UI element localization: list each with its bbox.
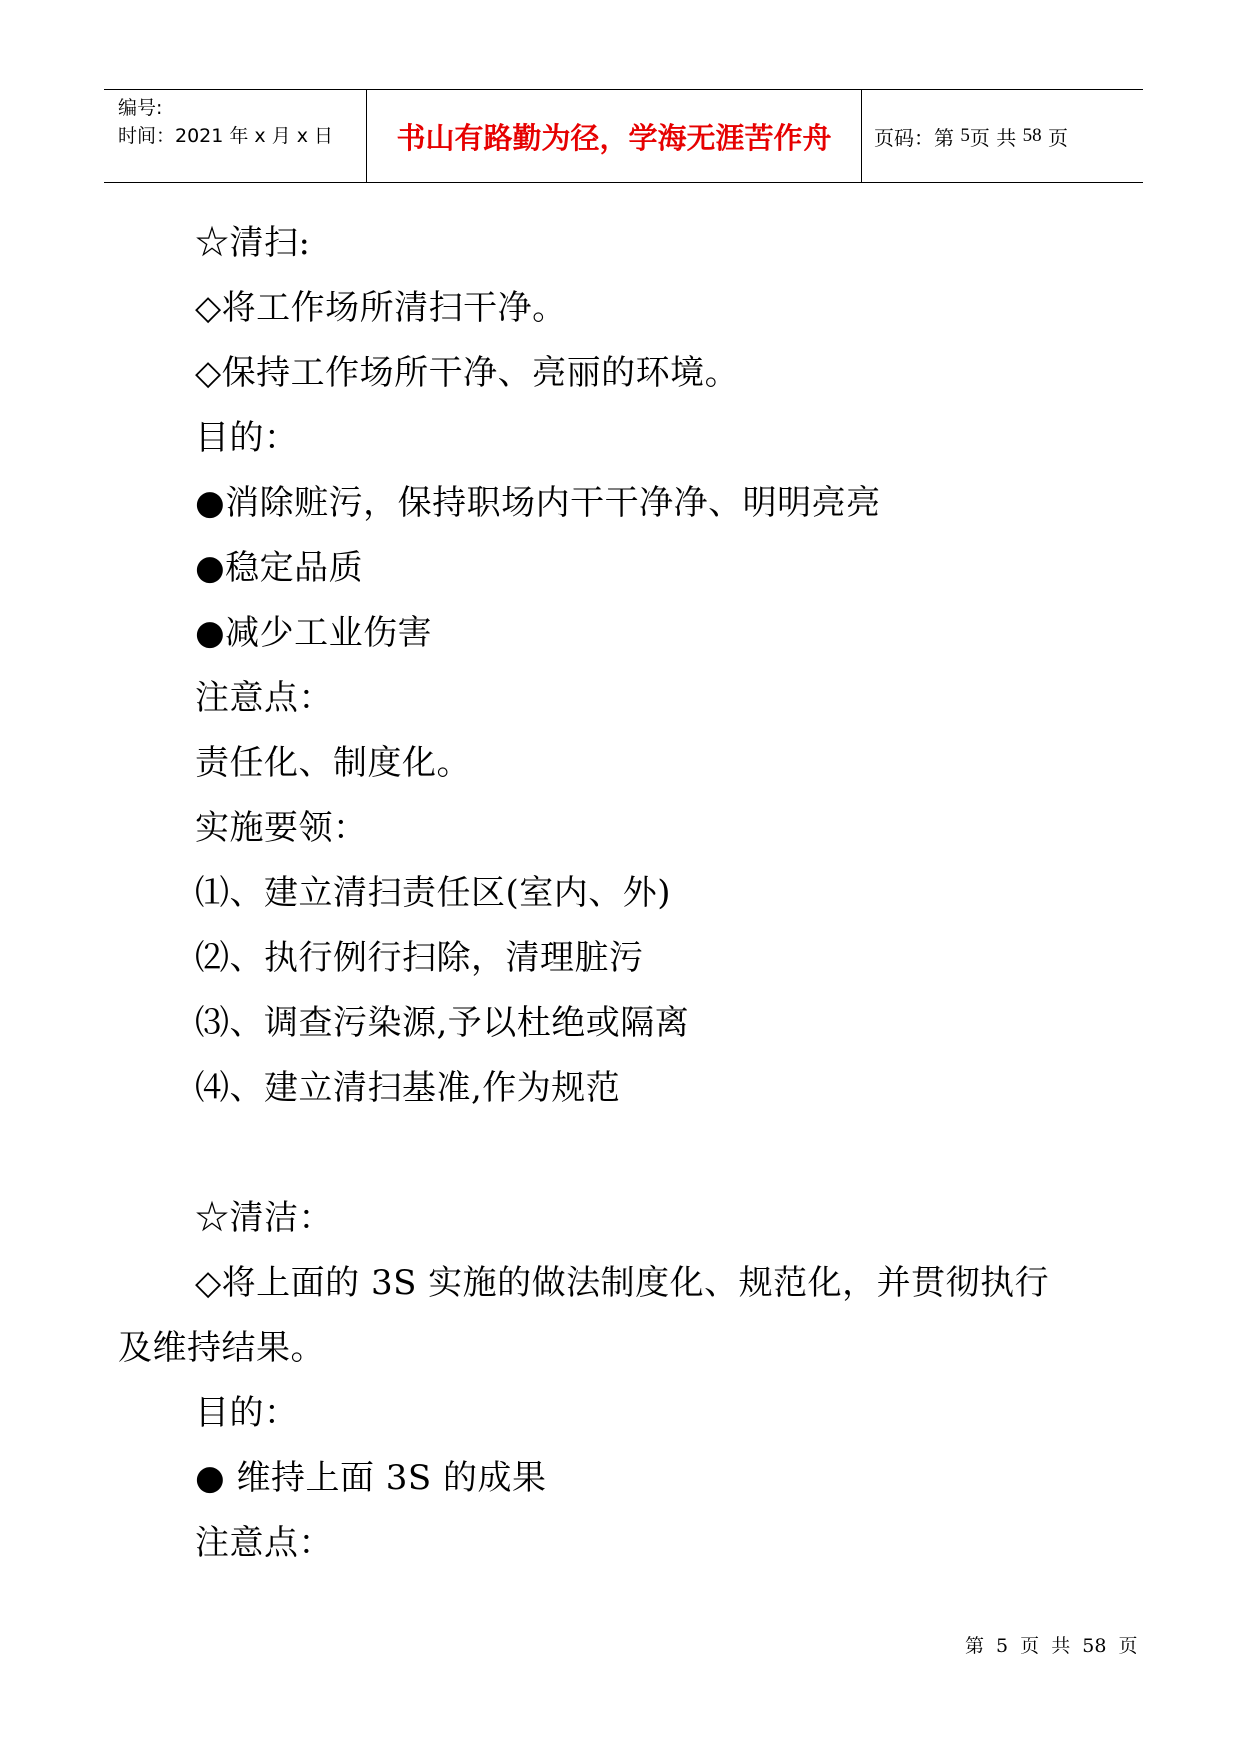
document-header [104,89,1143,183]
numbered-item: ⑵、执行例行扫除，清理脏污 [195,938,644,978]
bullet-item: ●稳定品质 [195,548,364,588]
bullet-item: ●消除赃污，保持职场内干干净净、明明亮亮 [195,483,881,523]
document-time-label: 时间：2021 年 x 月 x 日 [118,125,334,147]
bullet-item: ●减少工业伤害 [195,613,433,653]
page-middle: 页 共 [969,125,1017,150]
page-suffix: 页 [1047,125,1068,150]
header-motto-cell [367,90,862,182]
page-current: 5 [960,125,970,146]
numbered-item: ⑶、调查污染源,予以杜绝或隔离 [195,1003,690,1043]
numbered-item: ⑴、建立清扫责任区(室内、外) [195,873,672,913]
numbered-item: ⑷、建立清扫基准,作为规范 [195,1068,621,1108]
subheading-purpose: 目的： [195,418,299,458]
section-heading-cleaning: ☆清扫: [195,223,311,263]
header-motto: 书山有路勤为径，学海无涯苦作舟 [396,120,832,155]
document-number-label: 编号: [118,97,163,119]
subheading-notes: 注意点： [195,678,333,718]
paragraph-line: ◇保持工作场所干净、亮丽的环境。 [195,353,740,393]
page-total: 58 [1022,125,1042,146]
header-meta [104,90,367,182]
paragraph-line: 责任化、制度化。 [195,743,471,783]
paragraph-line: ◇将工作场所清扫干净。 [195,288,567,328]
subheading-method: 实施要领： [195,808,368,848]
header-page-indicator [862,90,1143,182]
section-heading-tidiness: ☆清洁： [195,1198,333,1238]
paragraph-line: ◇将上面的 3S 实施的做法制度化、规范化，并贯彻执行 [195,1263,1050,1303]
page-prefix: 页码：第 [874,125,954,150]
page-footer: 第 5 页 共 58 页 [965,1635,1138,1657]
subheading-purpose: 目的： [195,1393,299,1433]
bullet-item: ● 维持上面 3S 的成果 [195,1458,547,1498]
paragraph-line: 及维持结果。 [118,1328,325,1368]
subheading-notes: 注意点： [195,1523,333,1563]
